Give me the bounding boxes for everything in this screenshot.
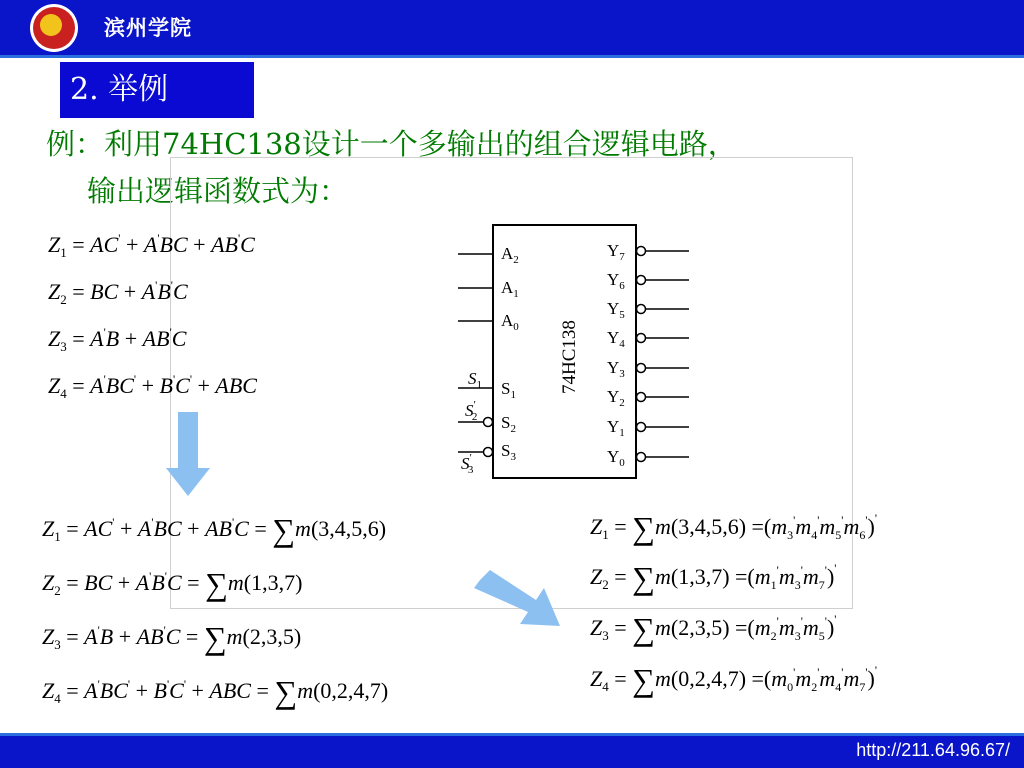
school-logo <box>30 4 78 52</box>
signal-s1: $S_1$ <box>468 369 482 391</box>
chip-diagram <box>455 222 695 484</box>
section-title: 2. 举例 <box>60 62 254 118</box>
school-name: 滨州学院 <box>104 16 192 40</box>
pin-y3: $Y_3$ <box>607 358 625 380</box>
formula-br-4: $Z_4 = \sum m(0,2,4,7) =(m_0'm_2'm_4'm_7')'$ <box>590 662 878 698</box>
formula-top-3: $Z_3 = A'B + AB'C$ <box>48 325 187 354</box>
chip-name: 74HC138 <box>559 320 580 394</box>
formula-br-1: $Z_1 = \sum m(3,4,5,6) =(m_3'm_4'm_5'm_6')'$ <box>590 510 878 546</box>
formula-br-2: $Z_2 = \sum m(1,3,7) =(m_1'm_3'm_7')'$ <box>590 560 837 596</box>
problem-line-2: 输出逻辑函数式为： <box>87 174 349 208</box>
pin-s2: $S_2$ <box>501 413 516 435</box>
formula-top-1: $Z_1 = AC' + A'BC + AB'C$ <box>48 231 255 260</box>
pin-s3: $S_3$ <box>501 441 516 463</box>
formulas-top <box>40 225 380 415</box>
formula-top-4: $Z_4 = A'BC' + B'C'$ + ABC <box>48 372 257 401</box>
signal-s2-not: S′ 2 <box>465 399 478 423</box>
formulas-bottom-right <box>584 500 984 710</box>
formula-bl-2: $Z_2$ = BC + A'B'C = ∑m(1,3,7) <box>42 566 303 602</box>
pin-y1: $Y_1$ <box>607 417 625 439</box>
pin-y2: $Y_2$ <box>607 387 625 409</box>
pin-y5: $Y_5$ <box>607 299 625 321</box>
pin-y4: $Y_4$ <box>607 328 625 350</box>
pin-a1: $A_1$ <box>501 278 519 300</box>
formula-bl-1: $Z_1 = AC' + A'BC + AB'C = \sum m(3,4,5,6)$ <box>42 512 387 548</box>
pin-a2: $A_2$ <box>501 244 519 266</box>
pin-y0: $Y_0$ <box>607 447 625 469</box>
pin-y6: $Y_6$ <box>607 270 625 292</box>
formula-top-2: $Z_2$ = BC + A'B'C <box>48 278 188 307</box>
formula-br-3: $Z_3 = \sum m(2,3,5) =(m_2'm_3'm_5')'$ <box>590 611 837 647</box>
problem-line-1: 例：利用74HC138设计一个多输出的组合逻辑电路， <box>46 127 737 161</box>
logo-center <box>40 14 62 36</box>
arrow-diagonal-icon <box>474 570 564 634</box>
arrow-down-icon <box>166 412 210 496</box>
formula-bl-4: $Z_4 = A'BC' + B'C'$ + ABC = ∑m(0,2,4,7) <box>42 674 389 710</box>
formula-bl-3: $Z_3 = A'B + AB'C = \sum m(2,3,5)$ <box>42 620 302 656</box>
signal-s3-not: S′ 3 <box>461 452 474 476</box>
pin-a0: $A_0$ <box>501 311 519 333</box>
pin-y7: $Y_7$ <box>607 241 625 263</box>
pin-s1: $S_1$ <box>501 379 516 401</box>
formulas-bottom-left <box>36 506 486 716</box>
footer-url[interactable]: http://211.64.96.67/ <box>856 740 1010 760</box>
